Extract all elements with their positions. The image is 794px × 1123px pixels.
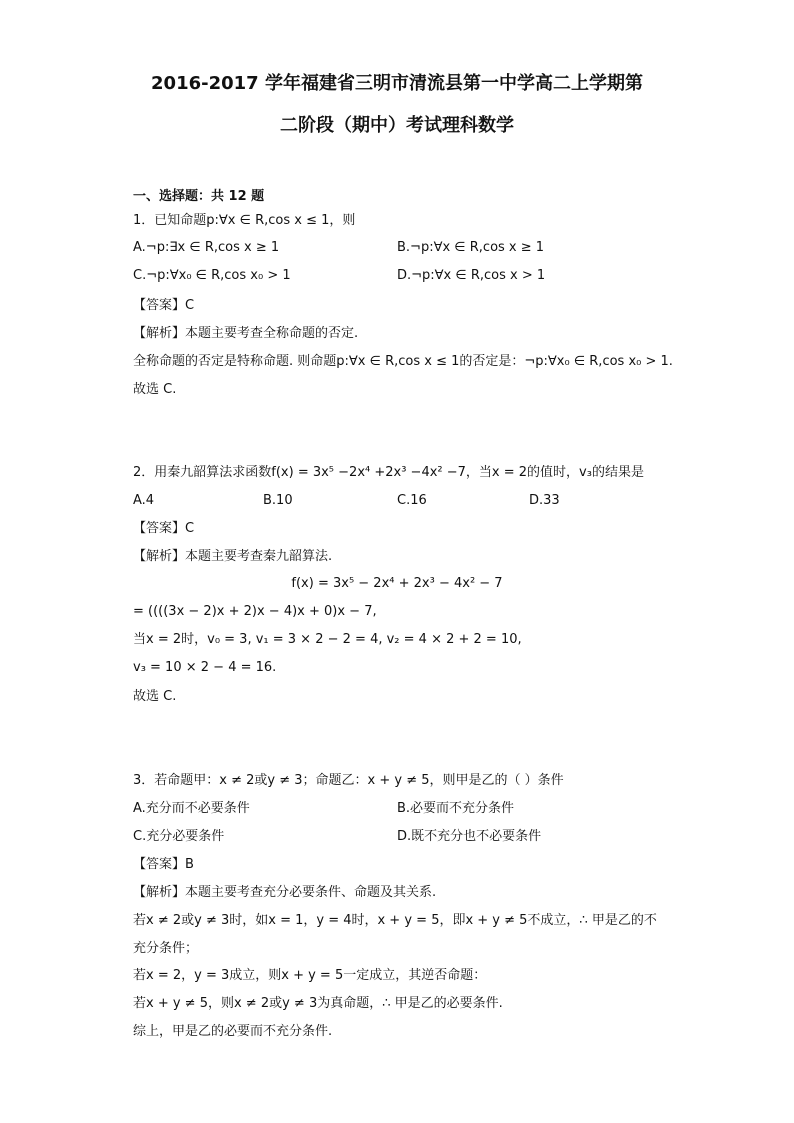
q1-option-d: D.¬p:∀x ∈ R,cos x > 1 bbox=[397, 268, 546, 283]
q3-option-a: A.充分而不必要条件 bbox=[133, 801, 250, 816]
q3-stem: 3．若命题甲：x ≠ 2或y ≠ 3；命题乙：x + y ≠ 5，则甲是乙的（ ）条件 bbox=[133, 773, 564, 788]
q2-stem: 2．用秦九韶算法求函数f(x) = 3x⁵ −2x⁴ +2x³ −4x² −7，当x = 2的值时，v₃的结果是 bbox=[133, 465, 644, 480]
title-line-2: 二阶段（期中）考试理科数学 bbox=[280, 115, 514, 136]
q1-stem: 1．已知命题p:∀x ∈ R,cos x ≤ 1，则 bbox=[133, 213, 356, 228]
q2-option-b: B.10 bbox=[263, 493, 293, 508]
q3-analysis-2: 若x ≠ 2或y ≠ 3时，如x = 1，y = 4时，x + y = 5，即x + y ≠ 5不成立，∴ 甲是乙的不 bbox=[133, 913, 657, 928]
q1-analysis-2: 全称命题的否定是特称命题. 则命题p:∀x ∈ R,cos x ≤ 1的否定是：¬p:∀x₀ ∈ R,cos x₀ > 1. bbox=[133, 354, 673, 369]
q1-option-c: C.¬p:∀x₀ ∈ R,cos x₀ > 1 bbox=[133, 268, 291, 283]
q3-answer: 【答案】B bbox=[133, 857, 194, 872]
section-heading: 一、选择题：共 12 题 bbox=[133, 189, 265, 204]
q3-analysis-6: 综上，甲是乙的必要而不充分条件. bbox=[133, 1024, 333, 1039]
q2-analysis-3: = ((((3x − 2)x + 2)x − 4)x + 0)x − 7, bbox=[133, 604, 377, 619]
q3-analysis-5: 若x + y ≠ 5，则x ≠ 2或y ≠ 3为真命题，∴ 甲是乙的必要条件. bbox=[133, 996, 503, 1011]
q2-analysis-6: 故选 C. bbox=[133, 689, 177, 704]
q2-option-d: D.33 bbox=[529, 493, 560, 508]
q2-analysis-5: v₃ = 10 × 2 − 4 = 16. bbox=[133, 660, 277, 675]
q1-analysis-1: 【解析】本题主要考查全称命题的否定. bbox=[133, 326, 359, 341]
q3-analysis-1: 【解析】本题主要考查充分必要条件、命题及其关系. bbox=[133, 885, 437, 900]
q3-option-c: C.充分必要条件 bbox=[133, 829, 225, 844]
q1-option-a: A.¬p:∃x ∈ R,cos x ≥ 1 bbox=[133, 240, 280, 255]
q2-analysis-4: 当x = 2时，v₀ = 3, v₁ = 3 × 2 − 2 = 4, v₂ = 4 × 2 + 2 = 10, bbox=[133, 632, 522, 647]
q3-option-d: D.既不充分也不必要条件 bbox=[397, 829, 542, 844]
q2-analysis-1: 【解析】本题主要考查秦九韶算法. bbox=[133, 549, 333, 564]
q3-analysis-3: 充分条件； bbox=[133, 941, 199, 956]
q3-option-b: B.必要而不充分条件 bbox=[397, 801, 515, 816]
q1-answer: 【答案】C bbox=[133, 298, 195, 313]
q1-analysis-3: 故选 C. bbox=[133, 382, 177, 397]
q2-option-c: C.16 bbox=[397, 493, 427, 508]
q2-option-a: A.4 bbox=[133, 493, 155, 508]
q3-analysis-4: 若x = 2，y = 3成立，则x + y = 5一定成立，其逆否命题： bbox=[133, 968, 487, 983]
q2-analysis-2: f(x) = 3x⁵ − 2x⁴ + 2x³ − 4x² − 7 bbox=[291, 576, 503, 591]
title-line-1: 2016-2017 学年福建省三明市清流县第一中学高二上学期第 bbox=[151, 73, 643, 94]
q2-answer: 【答案】C bbox=[133, 521, 195, 536]
q1-option-b: B.¬p:∀x ∈ R,cos x ≥ 1 bbox=[397, 240, 545, 255]
